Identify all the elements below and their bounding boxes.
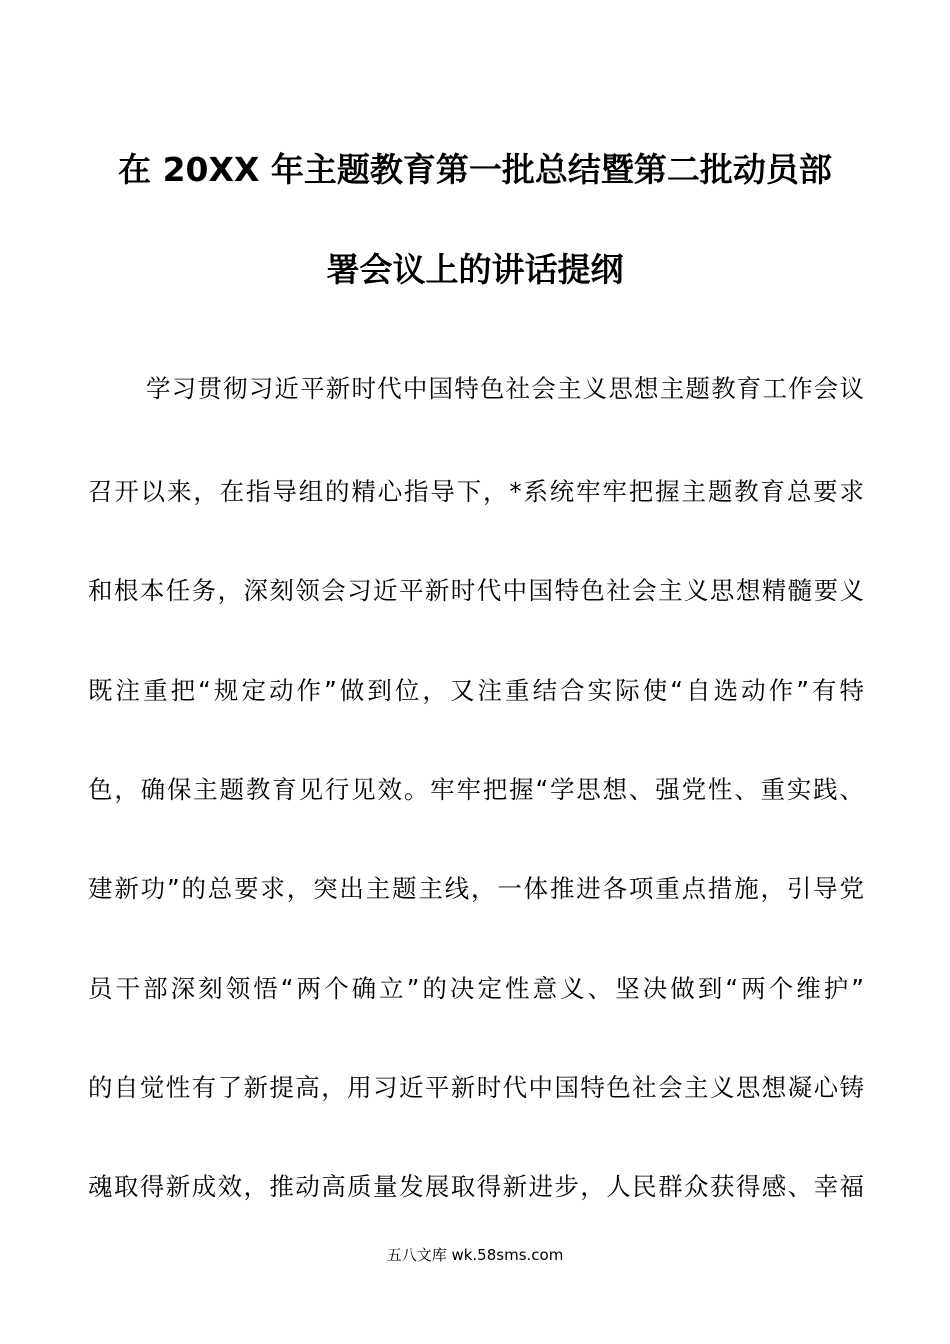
body-text-line: 和根本任务，深刻领会习近平新时代中国特色社会主义思想精髓要义 <box>88 576 864 605</box>
body-text-line: 既注重把“规定动作”做到位，又注重结合实际使“自选动作”有特 <box>88 676 864 705</box>
body-text-line: 学习贯彻习近平新时代中国特色社会主义思想主题教育工作会议 <box>146 374 864 403</box>
body-text-line: 色，确保主题教育见行见效。牢牢把握“学思想、强党性、重实践、 <box>88 775 864 804</box>
body-text-line: 魂取得新成效，推动高质量发展取得新进步，人民群众获得感、幸福 <box>88 1172 864 1201</box>
document-title-line-1: 在 20XX 年主题教育第一批总结暨第二批动员部 <box>118 150 832 189</box>
body-text-line: 召开以来，在指导组的精心指导下，*系统牢牢把握主题教育总要求 <box>88 477 864 506</box>
document-title-line-2: 署会议上的讲话提纲 <box>326 250 624 289</box>
page-footer-watermark: 五八文库 wk.58sms.com <box>386 1246 564 1264</box>
body-text-line: 建新功”的总要求，突出主题主线，一体推进各项重点措施，引导党 <box>88 874 864 903</box>
body-text-line: 的自觉性有了新提高，用习近平新时代中国特色社会主义思想凝心铸 <box>88 1073 864 1102</box>
body-text-line: 员干部深刻领悟“两个确立”的决定性意义、坚决做到“两个维护” <box>88 974 864 1003</box>
